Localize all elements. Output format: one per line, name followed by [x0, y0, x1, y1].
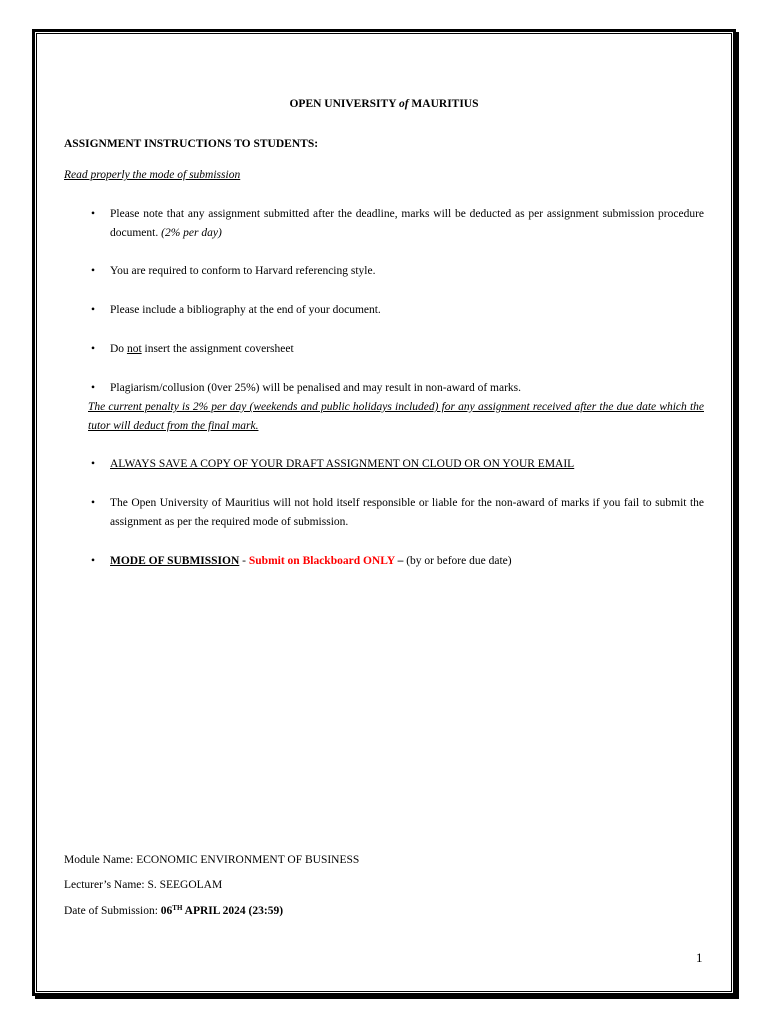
module-name-line	[64, 851, 359, 870]
date-day: 06	[160, 905, 173, 917]
mode-blackboard-only: Submit on Blackboard ONLY	[248, 555, 395, 567]
bullet-icon: •	[90, 497, 96, 509]
submission-date-line	[64, 902, 283, 921]
module-value: ECONOMIC ENVIRONMENT OF BUSINESS	[136, 854, 360, 866]
title-part-1: OPEN UNIVERSITY	[289, 98, 399, 110]
bullet-item-deadline	[88, 205, 704, 243]
bullet-icon: •	[90, 208, 96, 220]
bullet-item-harvard	[88, 262, 704, 281]
bullet-item-coversheet	[88, 340, 704, 359]
date-value	[161, 905, 283, 917]
bullet-icon: •	[90, 555, 96, 567]
bullet-item-bibliography	[88, 301, 704, 320]
bullet-item-responsibility	[88, 494, 704, 532]
lecturer-name-line	[64, 876, 222, 895]
page-number: 1	[696, 950, 703, 965]
bullet-icon: •	[90, 458, 96, 470]
bullet-text	[110, 552, 704, 571]
bullet-icon: •	[90, 265, 96, 277]
bullet-icon: •	[90, 343, 96, 355]
bullet-text: The Open University of Mauritius will not hold itself responsible or liable for the non-award of marks if you fail to submit the assignment as per the required mode of submission.	[110, 497, 704, 528]
bullet-text	[110, 340, 704, 359]
penalty-note: The current penalty is 2% per day (weekends and public holidays included) for any assignment received after the due date which the tutor will deduct from the final mark.	[88, 401, 704, 432]
instructions-heading: ASSIGNMENT INSTRUCTIONS TO STUDENTS:	[64, 138, 319, 150]
bullet-text: Please include a bibliography at the end of your document.	[110, 304, 381, 316]
title-of: of	[398, 98, 409, 110]
date-suffix: TH	[172, 904, 183, 912]
mode-dash-2: –	[394, 555, 407, 567]
title-part-2: MAURITIUS	[408, 98, 479, 110]
bullet-text: Plagiarism/collusion (0ver 25%) will be penalised and may result in non-award of marks.	[110, 382, 522, 394]
bullet-item-save-copy	[88, 455, 704, 474]
bullet-icon: •	[90, 382, 96, 394]
mode-label: MODE OF SUBMISSION	[110, 555, 240, 567]
document-title	[0, 95, 768, 114]
bullet-text: ALWAYS SAVE A COPY OF YOUR DRAFT ASSIGNMENT ON CLOUD OR ON YOUR EMAIL	[110, 458, 575, 470]
read-note: Read properly the mode of submission	[64, 169, 241, 181]
bullet-icon: •	[90, 304, 96, 316]
mode-due-date: (by or before due date)	[406, 555, 512, 567]
coversheet-pre: Do	[110, 343, 127, 355]
bullet-text	[110, 205, 704, 243]
mode-dash: -	[239, 555, 249, 567]
bullet-text: You are required to conform to Harvard referencing style.	[110, 265, 376, 277]
bullet-item-mode-of-submission	[88, 552, 704, 571]
date-label: Date of Submission:	[64, 905, 161, 917]
deadline-penalty-rate: (2% per day)	[161, 227, 222, 239]
deadline-text: Please note that any assignment submitted after the deadline, marks will be deducted as per assignment submission procedure document.	[110, 208, 704, 239]
coversheet-post: insert the assignment coversheet	[141, 343, 294, 355]
lecturer-label: Lecturer’s Name:	[64, 879, 148, 891]
module-label: Module Name:	[64, 854, 137, 866]
bullet-item-plagiarism	[88, 379, 704, 398]
coversheet-not: not	[126, 343, 142, 355]
date-rest: APRIL 2024 (23:59)	[182, 905, 284, 917]
lecturer-value: S. SEEGOLAM	[147, 879, 223, 891]
